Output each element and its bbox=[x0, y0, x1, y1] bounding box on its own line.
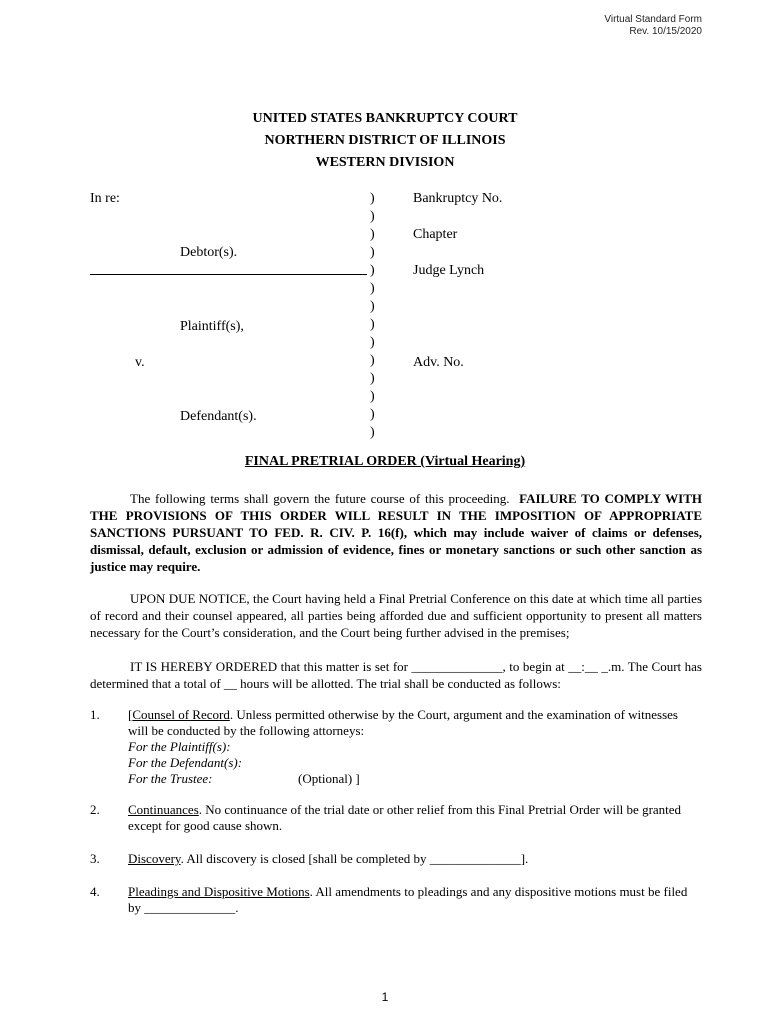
item-body bbox=[128, 707, 688, 787]
item-body bbox=[128, 884, 688, 916]
item-text: . All discovery is closed [shall be completed by ______________]. bbox=[180, 851, 529, 866]
item-body bbox=[128, 802, 688, 834]
item-pleadings bbox=[90, 884, 702, 918]
paren: ) bbox=[370, 299, 375, 314]
item-heading: Counsel of Record bbox=[132, 707, 230, 722]
plaintiffs-label: Plaintiff(s), bbox=[180, 319, 244, 334]
paren: ) bbox=[370, 191, 375, 206]
paren: ) bbox=[370, 281, 375, 296]
item-discovery bbox=[90, 851, 702, 869]
paren: ) bbox=[370, 317, 375, 332]
item-heading: Continuances bbox=[128, 802, 199, 817]
item-counsel-of-record bbox=[90, 707, 702, 791]
chapter-label: Chapter bbox=[413, 227, 458, 242]
bracket-open: [ bbox=[128, 707, 133, 722]
terms-paragraph bbox=[90, 490, 702, 575]
debtor-signature-line bbox=[90, 274, 367, 275]
notice-paragraph bbox=[90, 590, 702, 641]
trustee-attorney-label: For the Trustee: bbox=[128, 771, 213, 786]
optional-note: (Optional) ] bbox=[298, 771, 360, 786]
court-name: UNITED STATES BANKRUPTCY COURT bbox=[252, 111, 518, 126]
paren: ) bbox=[370, 263, 375, 278]
paren: ) bbox=[370, 371, 375, 386]
in-re-label: In re: bbox=[90, 191, 120, 206]
item-continuances bbox=[90, 802, 702, 836]
notice-text: UPON DUE NOTICE, the Court having held a Final Pretrial Conference on this date at which time all parties of record and their counsel appeared, all parties being afforded due and sufficient opportunity to present all matters necessary for the Court’s consideration, and the Court being further advised in the premises; bbox=[90, 591, 702, 640]
item-text: . All amendments to pleadings and any dispositive motions must be filed by ______________. bbox=[128, 884, 688, 915]
item-number: 3. bbox=[90, 851, 100, 866]
paren: ) bbox=[370, 407, 375, 422]
item-heading: Discovery bbox=[128, 851, 181, 866]
judge-label: Judge Lynch bbox=[413, 263, 485, 278]
bankruptcy-number-label: Bankruptcy No. bbox=[413, 191, 503, 206]
caption-divider bbox=[370, 190, 375, 442]
item-number: 1. bbox=[90, 707, 100, 722]
court-heading bbox=[0, 108, 770, 174]
paren: ) bbox=[370, 245, 375, 260]
page-number: 1 bbox=[381, 990, 389, 1004]
debtors-label: Debtor(s). bbox=[180, 245, 238, 260]
item-body bbox=[128, 851, 688, 867]
form-name: Virtual Standard Form bbox=[604, 14, 702, 25]
adversary-number-label: Adv. No. bbox=[413, 355, 464, 370]
item-number: 2. bbox=[90, 802, 100, 817]
form-revision: Rev. 10/15/2020 bbox=[629, 26, 702, 37]
paren: ) bbox=[370, 425, 375, 440]
paren: ) bbox=[370, 209, 375, 224]
court-division: WESTERN DIVISION bbox=[315, 155, 455, 170]
paren: ) bbox=[370, 353, 375, 368]
paren: ) bbox=[370, 389, 375, 404]
plaintiff-attorney-label: For the Plaintiff(s): bbox=[128, 739, 231, 754]
paren: ) bbox=[370, 335, 375, 350]
versus-label: v. bbox=[135, 355, 145, 370]
order-title: FINAL PRETRIAL ORDER (Virtual Hearing) bbox=[244, 454, 526, 469]
item-text: . No continuance of the trial date or other relief from this Final Pretrial Order will be granted except for good cause shown. bbox=[128, 802, 682, 833]
sanctions-warning: FAILURE TO COMPLY WITH THE PROVISIONS OF THIS ORDER WILL RESULT IN THE IMPOSITION OF APPROPRIATE SANCTIONS PURSUANT TO FED. R. CIV. P. 16(f), which may include waiver of claims or defenses, dismissal, default, exclusion or admission of evidence, fines or monetary sanctions or such other sanction as justice may require. bbox=[90, 491, 702, 574]
defendant-attorney-label: For the Defendant(s): bbox=[128, 755, 243, 770]
item-number: 4. bbox=[90, 884, 100, 899]
ordered-paragraph bbox=[90, 658, 702, 692]
court-district: NORTHERN DISTRICT OF ILLINOIS bbox=[264, 133, 506, 148]
defendants-label: Defendant(s). bbox=[180, 409, 257, 424]
terms-plain-text: The following terms shall govern the future course of this proceeding. bbox=[130, 491, 510, 506]
item-heading: Pleadings and Dispositive Motions bbox=[128, 884, 310, 899]
item-text: . Unless permitted otherwise by the Court, argument and the examination of witnesses will be conducted by the following attorneys: bbox=[128, 707, 678, 738]
paren: ) bbox=[370, 227, 375, 242]
form-header bbox=[604, 14, 702, 38]
ordered-text: IT IS HEREBY ORDERED that this matter is set for ______________, to begin at __:__ _.m. The Court has determined that a total of __ hours will be allotted. The trial shall be conducted as follows: bbox=[90, 659, 702, 691]
